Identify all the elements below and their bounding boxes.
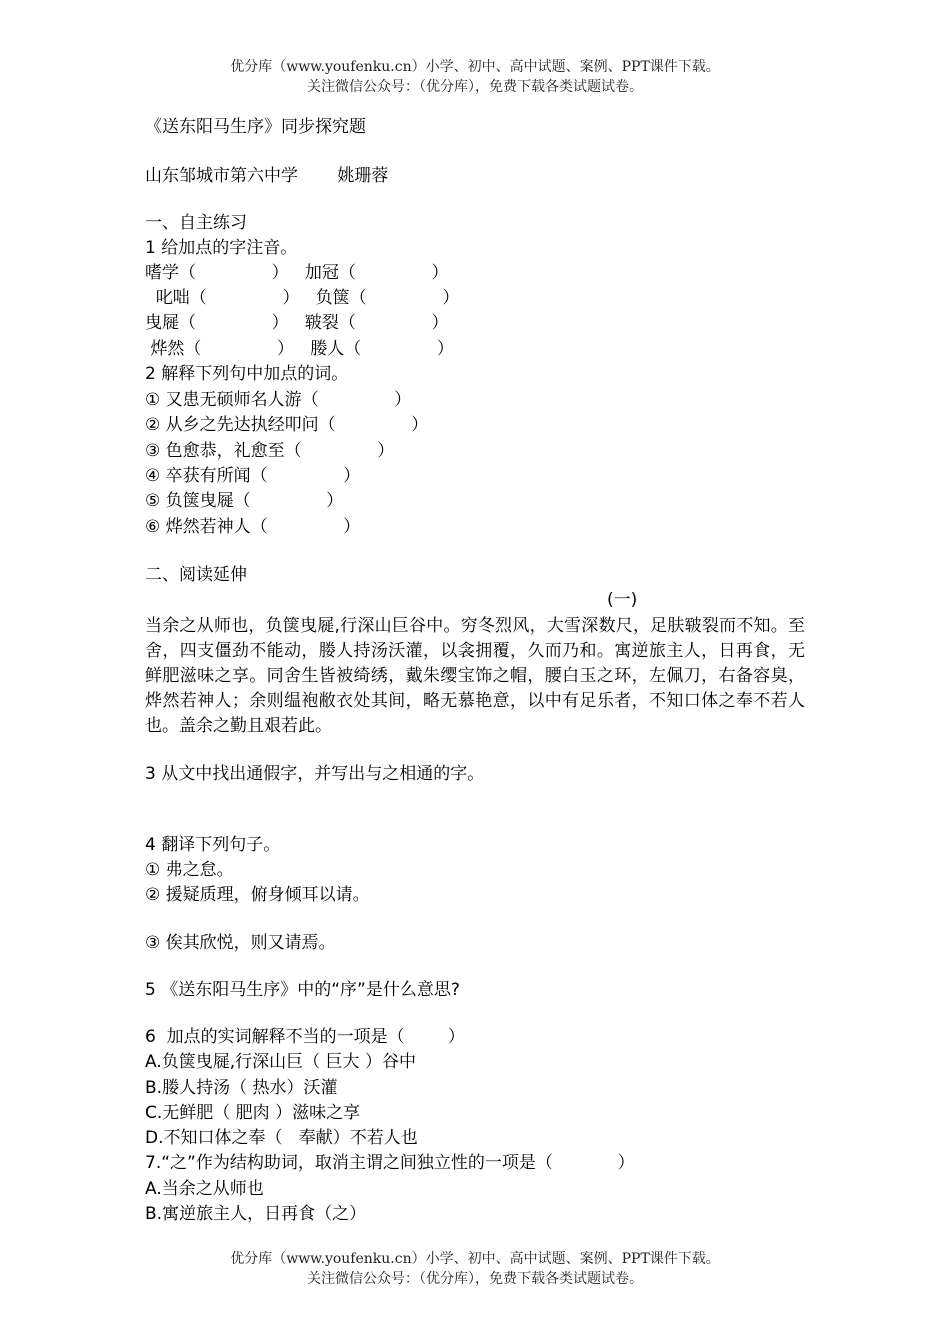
q4-item: ① 弗之怠。 [145, 860, 234, 880]
q1-item: 叱咄（ ） 负箧（ ） [145, 288, 460, 308]
q1-item: 烨然（ ） 媵人（ ） [145, 339, 454, 359]
page-header [0, 57, 950, 97]
q2-item: ② 从乡之先达执经叩问（ ） [145, 415, 429, 435]
q2-item: ① 又患无硕师名人游（ ） [145, 390, 412, 410]
q1-item: 曳屣（ ） 皲裂（ ） [145, 313, 449, 333]
q4-item: ③ 俟其欣悦，则又请焉。 [145, 933, 336, 953]
question-6: 6 加点的实词解释不当的一项是（ ） [145, 1027, 465, 1047]
footer-line-1: 优分库（www.youfenku.cn）小学、初中、高中试题、案例、PPT课件下载。 [230, 1251, 720, 1267]
q2-item: ⑤ 负箧曳屣（ ） [145, 491, 344, 511]
q7-option: B.寓逆旅主人，日再食（之） [145, 1204, 367, 1224]
header-line-1: 优分库（www.youfenku.cn）小学、初中、高中试题、案例、PPT课件下载。 [230, 59, 720, 75]
footer-line-2: 关注微信公众号：（优分库），免费下载各类试题试卷。 [307, 1271, 643, 1287]
q6-option: D.不知口体之奉（ 奉献）不若人也 [145, 1128, 418, 1148]
q7-option: A.当余之从师也 [145, 1179, 264, 1199]
q4-item: ② 援疑质理，俯身倾耳以请。 [145, 885, 370, 905]
question-7: 7.“之”作为结构助词，取消主谓之间独立性的一项是（ ） [145, 1153, 635, 1173]
q2-item: ③ 色愈恭，礼愈至（ ） [145, 441, 395, 461]
q6-option: A.负箧曳屣,行深山巨（ 巨大 ）谷中 [145, 1052, 416, 1072]
section-heading-2: 二、阅读延伸 [145, 565, 247, 585]
question-3: 3 从文中找出通假字，并写出与之相通的字。 [145, 764, 485, 784]
question-2: 2 解释下列句中加点的词。 [145, 364, 349, 384]
reading-passage: 当余之从师也，负箧曳屣,行深山巨谷中。穷冬烈风，大雪深数尺，足肤皲裂而不知。至舍，四支僵劲不能动，媵人持汤沃灌，以衾拥覆，久而乃和。寓逆旅主人，日再食，无鲜肥滋味之享。同舍生皆被绮绣，戴朱缨宝饰之帽，腰白玉之环，左佩刀，右备容臭，烨然若神人；余则缊袍敝衣处其间，略无慕艳意，以中有足乐者，不知口体之奉不若人也。盖余之勤且艰若此。 [145, 616, 805, 736]
q6-option: C.无鲜肥（ 肥肉 ）滋味之享 [145, 1103, 361, 1123]
q1-item: 嗜学（ ） 加冠（ ） [145, 263, 449, 283]
document-title: 《送东阳马生序》同步探究题 [145, 117, 366, 137]
page-footer [0, 1249, 950, 1289]
question-4: 4 翻译下列句子。 [145, 835, 281, 855]
q6-option: B.媵人持汤（ 热水）沃灌 [145, 1078, 338, 1098]
q2-item: ④ 卒获有所闻（ ） [145, 466, 361, 486]
section-heading-1: 一、自主练习 [145, 213, 247, 233]
question-1: 1 给加点的字注音。 [145, 238, 298, 258]
passage-number: (一) [607, 590, 638, 610]
header-line-2: 关注微信公众号：（优分库），免费下载各类试题试卷。 [307, 79, 643, 95]
q2-item: ⑥ 烨然若神人（ ） [145, 517, 361, 537]
question-5: 5 《送东阳马生序》中的“序”是什么意思? [145, 980, 460, 1000]
author-line: 山东邹城市第六中学 姚珊蓉 [145, 166, 389, 186]
